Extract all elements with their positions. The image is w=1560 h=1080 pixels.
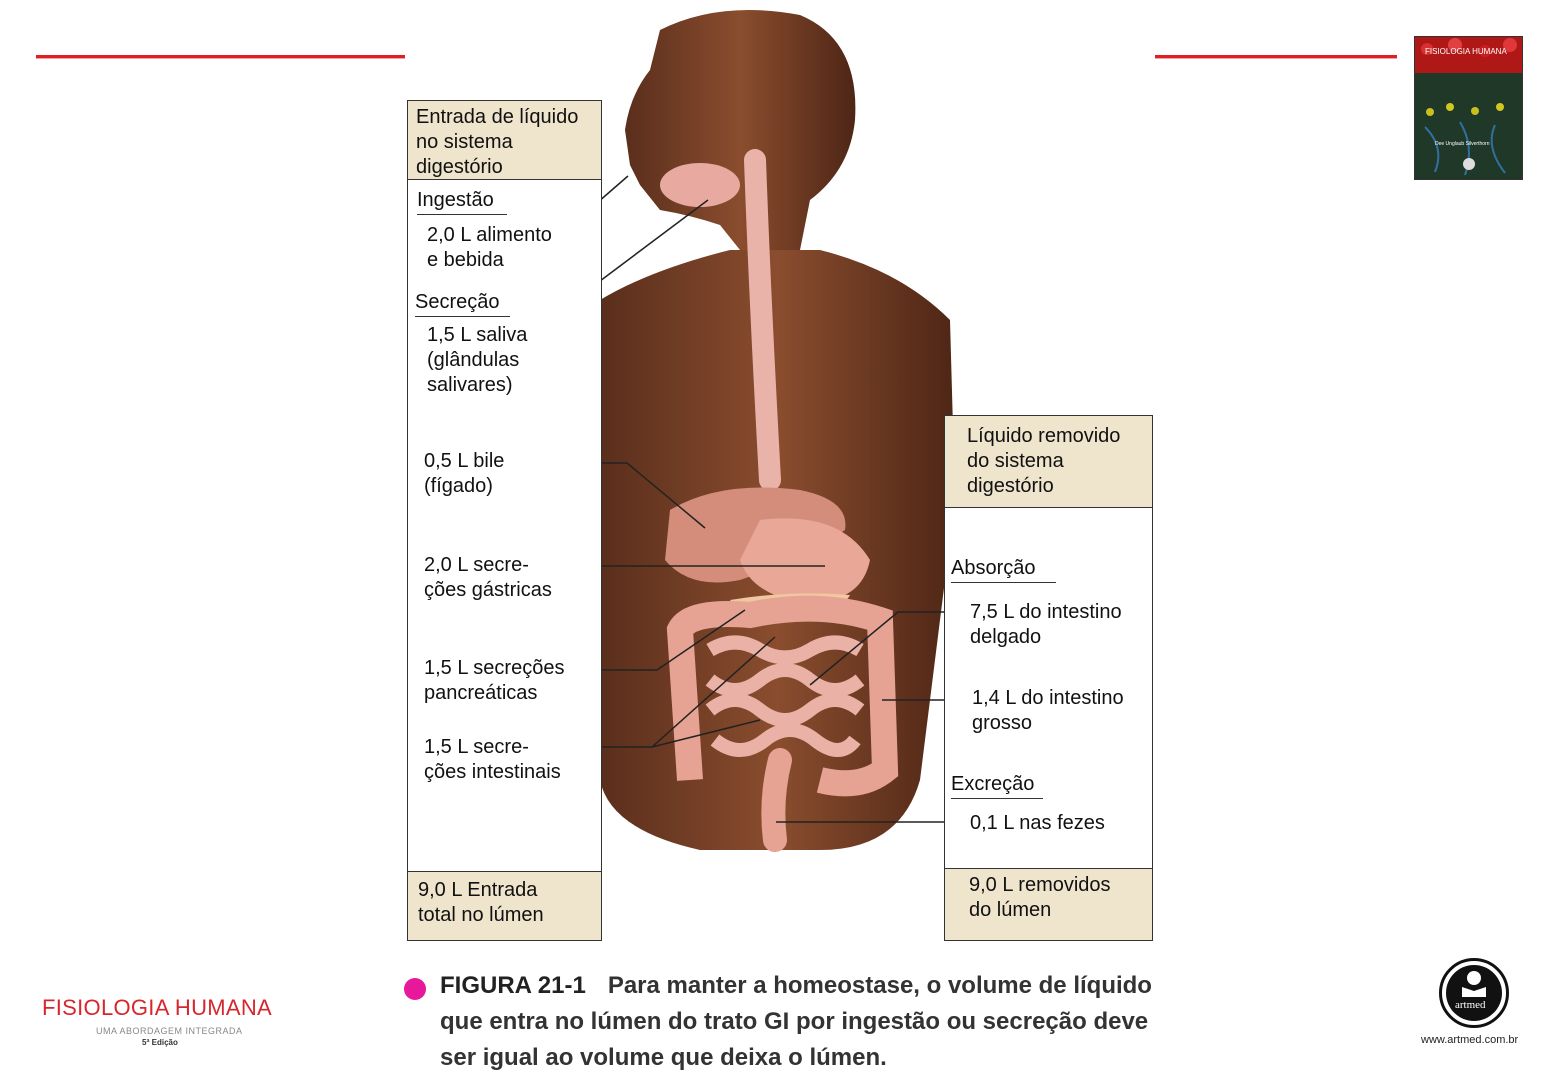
- gastric-secretion: 2,0 L secre- ções gástricas: [424, 554, 552, 601]
- caption-bullet: [404, 978, 426, 1000]
- leader-pancreatic: [592, 610, 745, 670]
- pancreatic-secretion: 1,5 L secreções pancreáticas: [424, 657, 565, 704]
- fluid-removed-header-text: Líquido removido do sistema digestório: [967, 425, 1121, 497]
- absorcao-label: Absorção: [951, 556, 1056, 583]
- small-intestine-absorption: 7,5 L do intestino delgado: [970, 601, 1122, 648]
- fluid-input-footer: [408, 871, 601, 940]
- fluid-removed-total: 9,0 L removidos do lúmen: [969, 874, 1111, 921]
- figure-caption: [440, 968, 1160, 1076]
- secrecao-label: Secreção: [415, 290, 510, 317]
- feces-excretion: 0,1 L nas fezes: [970, 812, 1105, 834]
- caption-text: Para manter a homeostase, o volume de líquido que entra no lúmen do trato GI por ingestão ou secreção deve ser igual ao volume que deixa o lúmen.: [440, 972, 1152, 1071]
- bile-secretion: 0,5 L bile (fígado): [424, 450, 505, 497]
- fluid-input-header: [408, 101, 601, 180]
- brand-title: FISIOLOGIA HUMANA: [42, 995, 273, 1020]
- brand-subtitle: UMA ABORDAGEM INTEGRADA: [96, 1026, 243, 1036]
- fluid-removed-footer: [945, 868, 1152, 940]
- publisher-website[interactable]: www.artmed.com.br: [1421, 1034, 1519, 1046]
- ingestao-label: Ingestão: [417, 188, 507, 215]
- fluid-input-total: 9,0 L Entrada total no lúmen: [418, 879, 544, 926]
- saliva-secretion: 1,5 L saliva (glândulas salivares): [427, 324, 528, 396]
- book-cover-author: Dee Unglaub Silverthorn: [1435, 141, 1490, 147]
- intestinal-secretion: 1,5 L secre- ções intestinais: [424, 736, 561, 783]
- excrecao-label: Excreção: [951, 772, 1043, 799]
- ingestao-food-drink: 2,0 L alimento e bebida: [427, 224, 552, 271]
- leader-small-int: [810, 612, 965, 685]
- publisher-name: artmed: [1455, 999, 1486, 1011]
- publisher-logo: [1439, 958, 1509, 1028]
- leader-intestinal: [580, 637, 775, 747]
- publisher-logo-head-icon: [1467, 971, 1481, 985]
- book-cover-title: FISIOLOGIA HUMANA: [1425, 47, 1507, 56]
- fluid-input-header-text: Entrada de líquido no sistema digestório: [416, 106, 579, 178]
- figure-label: FIGURA 21-1: [440, 972, 586, 999]
- large-intestine-absorption: 1,4 L do intestino grosso: [972, 687, 1124, 734]
- fluid-removed-panel: [944, 415, 1153, 941]
- brand-edition: 5ª Edição: [142, 1038, 178, 1047]
- fluid-removed-header: [945, 416, 1152, 508]
